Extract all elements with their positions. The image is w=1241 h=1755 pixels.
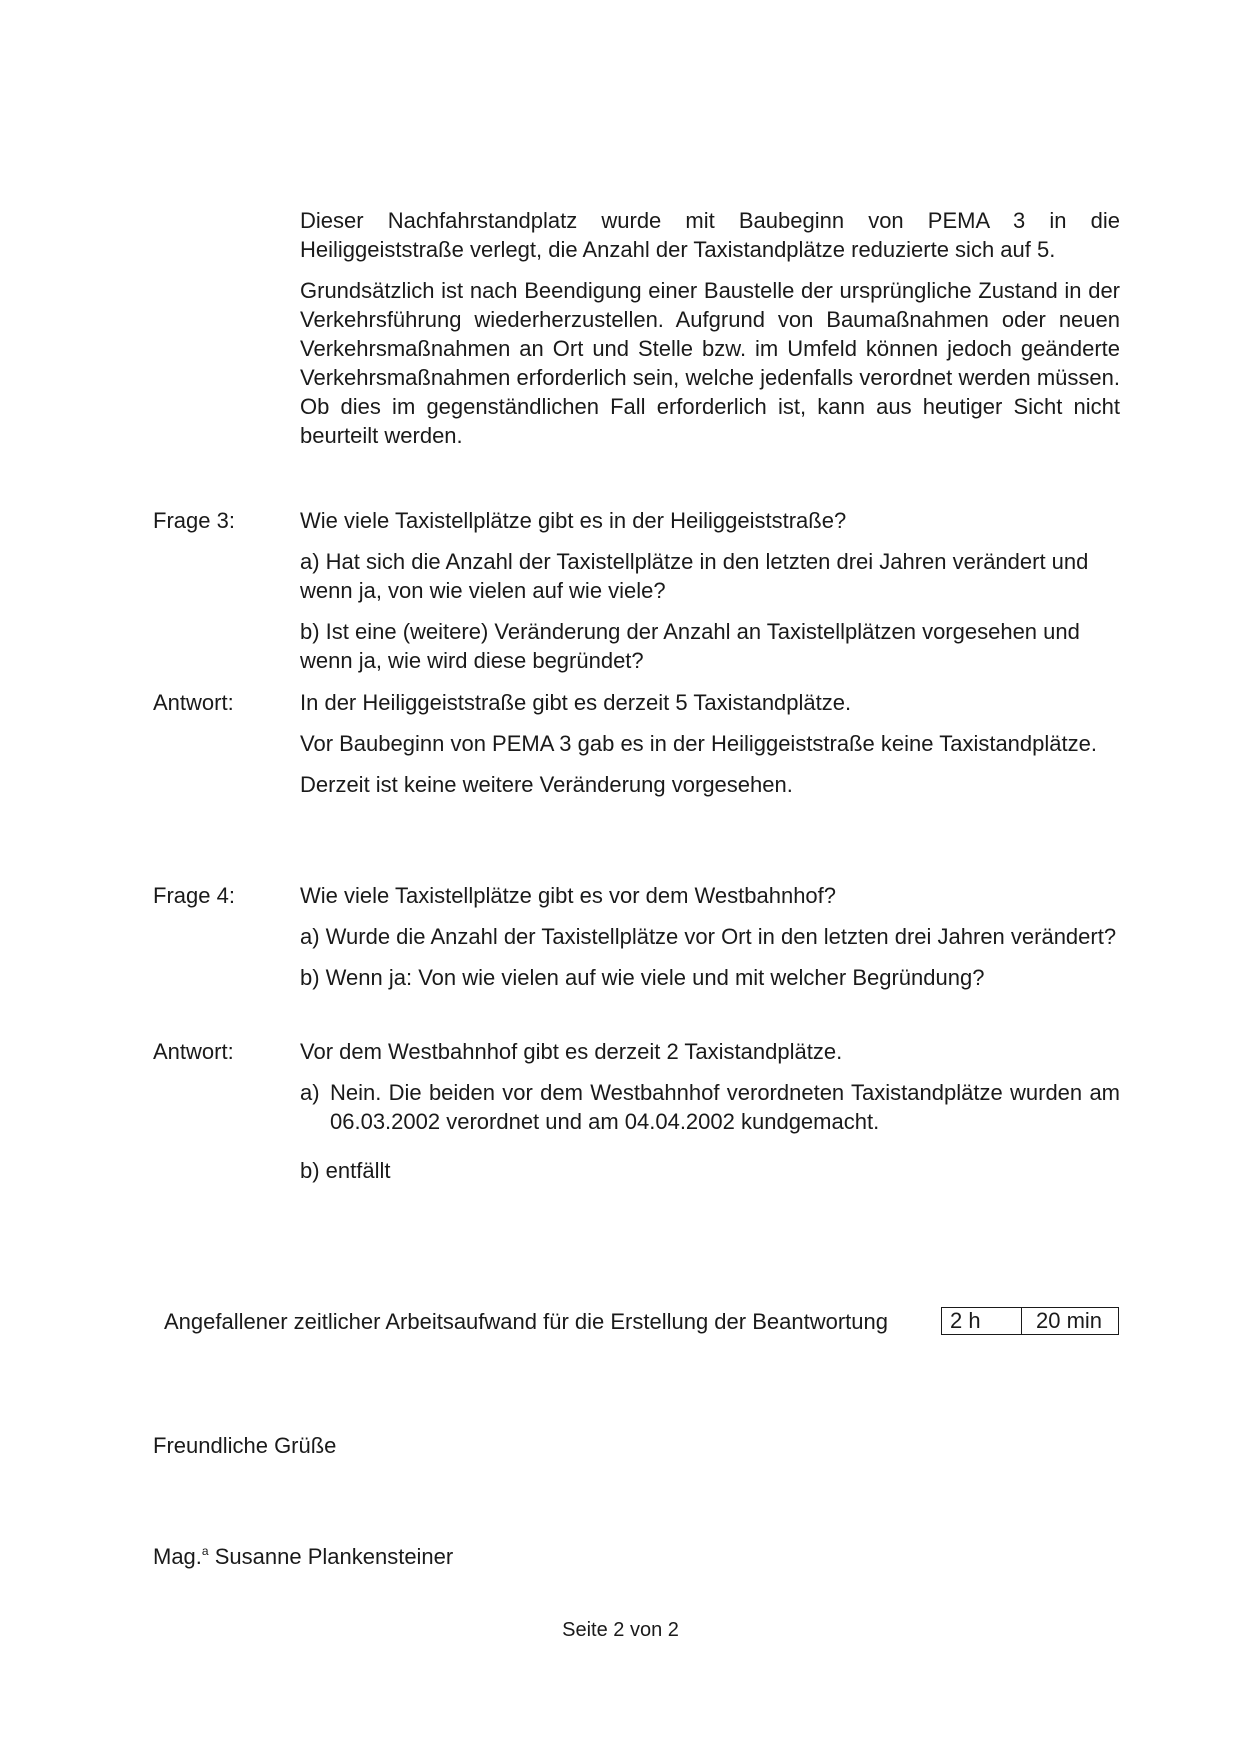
question-main: Wie viele Taxistellplätze gibt es vor dem Westbahnhof? [300,883,837,908]
question-main: Wie viele Taxistellplätze gibt es in der Heiliggeiststraße? [300,508,847,533]
answer-paragraph: Vor dem Westbahnhof gibt es derzeit 2 Taxistandplätze. [300,1039,843,1064]
signature [153,1542,453,1571]
intro-section [300,206,1120,462]
signature-name: Susanne Plankensteiner [214,1544,454,1569]
answer-paragraph: Vor Baubeginn von PEMA 3 gab es in der Heiliggeiststraße keine Taxistandplätze. [300,731,1097,756]
signature-title: Mag. [153,1544,202,1569]
answer-label: Antwort: [153,1039,234,1064]
page-number: Seite 2 von 2 [562,1619,679,1641]
intro-paragraph: Grundsätzlich ist nach Beendigung einer Baustelle der ursprüngliche Zustand in der Verkehrsführung wiederherzustellen. Aufgrund von Baumaßnahmen oder neuen Verkehrsmaßnahmen an Ort und Stelle bzw. im Umfeld können jedoch geänderte Verkehrsmaßnahmen erforderlich sein, welche jedenfalls verordnet werden müssen. Ob dies im gegenständlichen Fall erforderlich ist, kann aus heutiger Sicht nicht beurteilt werden. [300,278,1120,448]
answer-part-a-marker: a) [300,1080,320,1105]
answer-paragraph: In der Heiliggeiststraße gibt es derzeit 5 Taxistandplätze. [300,690,852,715]
effort-hours: 2 h [942,1308,1022,1334]
answer-label: Antwort: [153,690,234,715]
closing-greeting: Freundliche Grüße [153,1433,337,1458]
effort-row [164,1307,1124,1337]
question-part-b: b) Wenn ja: Von wie vielen auf wie viele und mit welcher Begründung? [300,965,985,990]
answer-part-a-text: Nein. Die beiden vor dem Westbahnhof verordneten Taxistandplätze wurden am 06.03.2002 verordnet und am 04.04.2002 kundgemacht. [330,1080,1120,1134]
question-label: Frage 4: [153,883,235,908]
question-label: Frage 3: [153,508,235,533]
question-part-b: b) Ist eine (weitere) Veränderung der Anzahl an Taxistellplätzen vorgesehen und wenn ja, wie wird diese begründet? [300,619,1080,673]
answer-paragraph: Derzeit ist keine weitere Veränderung vorgesehen. [300,772,793,797]
signature-title-sup: a [201,1544,209,1558]
effort-minutes: 20 min [1036,1308,1103,1333]
question-part-a: a) Hat sich die Anzahl der Taxistellplätze in den letzten drei Jahren verändert und wenn ja, von wie vielen auf wie viele? [300,549,1089,603]
effort-label: Angefallener zeitlicher Arbeitsaufwand für die Erstellung der Beantwortung [164,1309,888,1334]
intro-paragraph: Dieser Nachfahrstandplatz wurde mit Baubeginn von PEMA 3 in die Heiliggeiststraße verlegt, die Anzahl der Taxistandplätze reduzierte sich auf 5. [300,208,1120,262]
answer-part-a [300,1078,1120,1136]
question-part-a: a) Wurde die Anzahl der Taxistellplätze vor Ort in den letzten drei Jahren verändert? [300,924,1117,949]
answer-part-b: b) entfällt [300,1158,391,1183]
effort-box [941,1307,1119,1335]
